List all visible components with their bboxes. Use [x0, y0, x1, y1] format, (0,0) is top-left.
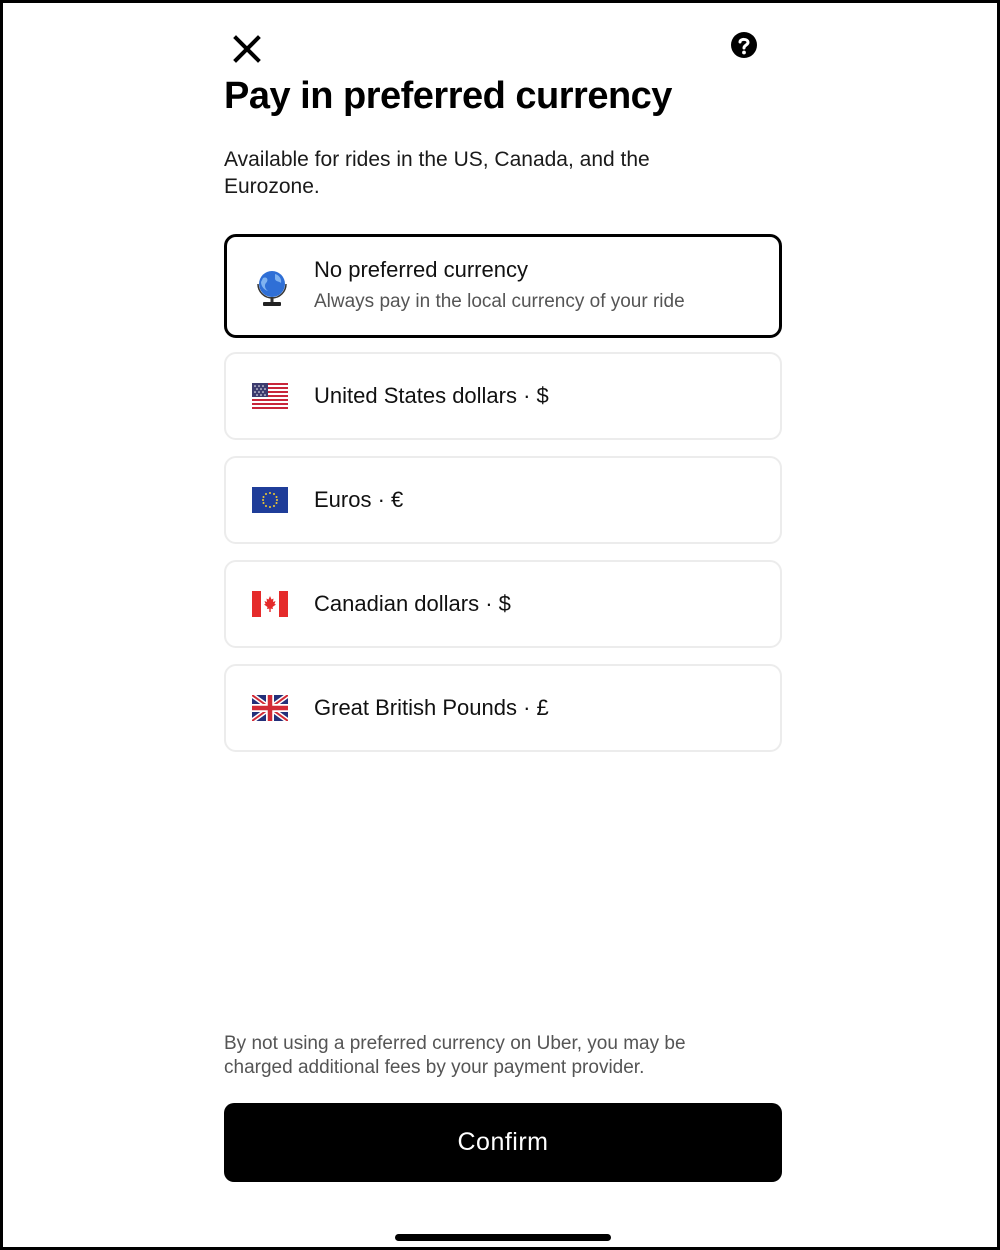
close-icon [233, 35, 261, 63]
option-label: Canadian dollars · $ [314, 591, 511, 616]
currency-options-list [224, 234, 782, 768]
option-eur[interactable] [224, 456, 782, 544]
home-indicator [395, 1234, 611, 1241]
page-title: Pay in preferred currency [224, 75, 672, 117]
us-flag-icon [252, 383, 288, 409]
option-label: Euros · € [314, 487, 404, 512]
confirm-button[interactable]: Confirm [224, 1103, 782, 1182]
eu-flag-icon [252, 487, 288, 513]
option-label: No preferred currency [314, 257, 528, 282]
option-label: Great British Pounds · £ [314, 695, 549, 720]
option-text [314, 591, 511, 617]
option-text [314, 487, 403, 513]
globe-icon [255, 269, 289, 307]
option-label: United States dollars · $ [314, 383, 549, 408]
canada-flag-icon [252, 591, 288, 617]
option-no-preferred-currency[interactable] [224, 234, 782, 338]
option-text [314, 695, 549, 721]
page-subtitle: Available for rides in the US, Canada, and the Eurozone. [224, 148, 650, 198]
option-text [314, 383, 549, 409]
option-description: Always pay in the local currency of your ride [314, 291, 685, 312]
option-usd[interactable] [224, 352, 782, 440]
uk-flag-icon [252, 695, 288, 721]
option-text [314, 257, 685, 313]
close-button[interactable] [229, 31, 265, 67]
option-cad[interactable] [224, 560, 782, 648]
option-gbp[interactable] [224, 664, 782, 752]
fee-disclaimer: By not using a preferred currency on Uber, you may be charged additional fees by your payment provider. [224, 1033, 686, 1078]
help-icon [730, 31, 758, 59]
help-button[interactable] [729, 30, 759, 60]
